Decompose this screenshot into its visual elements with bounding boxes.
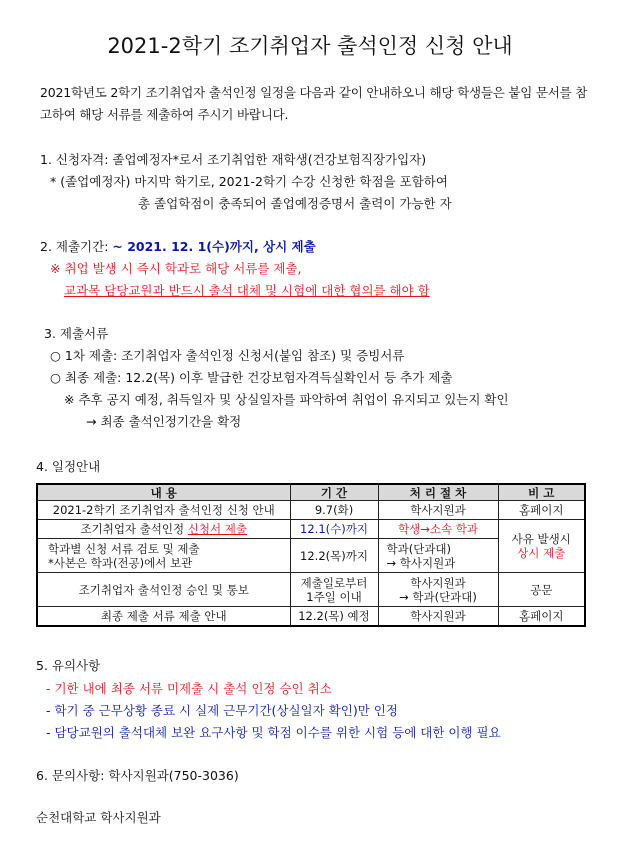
section-2-note-2: 교과목 담당교원과 반드시 출석 대체 및 시험에 대한 협의를 해야 함 [64, 283, 430, 298]
cell-line: → 학과(단과대) [399, 589, 477, 604]
cell-text-highlight: 신청서 제출 [187, 522, 247, 536]
schedule-table [36, 483, 586, 627]
cell: 학생→소속 학과 [378, 520, 498, 539]
intro-paragraph: 2021학년도 2학기 조기취업자 출석인정 일정을 다음과 같이 안내하오니 해당 학생들은 붙임 문서를 참고하여 해당 서류를 제출하여 주시기 바랍니다. [40, 85, 588, 122]
section-2-heading [40, 237, 316, 255]
page-title: 2021-2학기 조기취업자 출석인정 신청 안내 [107, 34, 513, 58]
cell: 9.7(화) [290, 501, 378, 520]
caution-item-1: - 기한 내에 최종 서류 미제출 시 출석 인정 승인 취소 [46, 681, 332, 696]
cell: 홈페이지 [498, 607, 585, 626]
section-3-note-2: → 최종 출석인정기간을 확정 [86, 414, 242, 429]
cell-line: 상시 제출 [517, 546, 566, 560]
table-header-row [37, 484, 585, 501]
section-3-note-1: ※ 추후 공지 예정, 취득일자 및 상실일자를 파악하여 취업이 유지되고 있는지 확인 [64, 392, 509, 407]
cell: 학사지원과 [378, 501, 498, 520]
section-4-heading: 4. 일정안내 [36, 459, 101, 474]
cell [378, 573, 498, 607]
cell: 홈페이지 [498, 501, 585, 520]
cell [498, 520, 585, 573]
section-5-heading: 5. 유의사항 [36, 658, 101, 673]
cell-line: 학과별 신청 서류 검토 및 제출 [48, 541, 200, 556]
cell-line: 학과(단과대) [386, 541, 452, 556]
section-1-note-2: 총 졸업학점이 충족되어 졸업예정증명서 출력이 가능한 자 [138, 196, 452, 211]
cell: 학사지원과 [378, 607, 498, 626]
cell [37, 539, 290, 573]
section-6-contact: 6. 문의사항: 학사지원과(750-3036) [36, 768, 239, 783]
cell-line: 제출일로부터 [300, 575, 368, 590]
cell-text: 조기취업자 출석인정 [80, 522, 188, 536]
column-header: 처 리 절 차 [378, 484, 498, 501]
cell [37, 520, 290, 539]
cell-line: → 학사지원과 [386, 555, 456, 570]
cell: 2021-2학기 조기취업자 출석인정 신청 안내 [37, 501, 290, 520]
cell-line: 1주일 이내 [306, 589, 362, 604]
section-3-heading: 3. 제출서류 [44, 326, 109, 341]
section-2-label: 2. 제출기간: [40, 239, 113, 254]
cell: 조기취업자 출석인정 승인 및 통보 [37, 573, 290, 607]
section-3-item-1: ○ 1차 제출: 조기취업자 출석인정 신청서(붙임 참조) 및 증빙서류 [50, 348, 405, 363]
section-2-note-1: ※ 취업 발생 시 즉시 학과로 해당 서류를 제출, [50, 261, 302, 276]
cell-line: 사유 발생시 [511, 532, 571, 546]
caution-item-2: - 학기 중 근무상황 종료 시 실제 근무기간(상실일자 확인)만 인정 [46, 703, 398, 718]
cell: 12.2(목)까지 [290, 539, 378, 573]
cell [378, 539, 498, 573]
footer-organization: 순천대학교 학사지원과 [36, 810, 161, 825]
cell [290, 573, 378, 607]
table-row [37, 501, 585, 520]
cell: 공문 [498, 573, 585, 607]
table-row [37, 520, 585, 539]
caution-item-3: - 담당교원의 출석대체 보완 요구사항 및 학점 이수를 위한 시험 등에 대한 이행 필요 [46, 725, 501, 740]
column-header: 비 고 [498, 484, 585, 501]
section-1-heading: 1. 신청자격: 졸업예정자*로서 조기취업한 재학생(건강보험직장가입자) [40, 152, 427, 167]
cell: 12.2(목) 예정 [290, 607, 378, 626]
cell: 12.1(수)까지 [290, 520, 378, 539]
cell-line: *사본은 학과(전공)에서 보관 [48, 555, 193, 570]
column-header: 내 용 [37, 484, 290, 501]
section-3-item-2: ○ 최종 제출: 12.2(목) 이후 발급한 건강보험자격득실확인서 등 추가 제출 [50, 370, 453, 385]
cell-line: 학사지원과 [410, 575, 466, 590]
column-header: 기 간 [290, 484, 378, 501]
submission-period: ~ 2021. 12. 1(수)까지, 상시 제출 [112, 239, 316, 254]
cell: 최종 제출 서류 제출 안내 [37, 607, 290, 626]
section-1-note-1: * (졸업예정자) 마지막 학기로, 2021-2학기 수강 신청한 학점을 포함하여 [50, 174, 448, 189]
table-row [37, 573, 585, 607]
table-row [37, 607, 585, 626]
